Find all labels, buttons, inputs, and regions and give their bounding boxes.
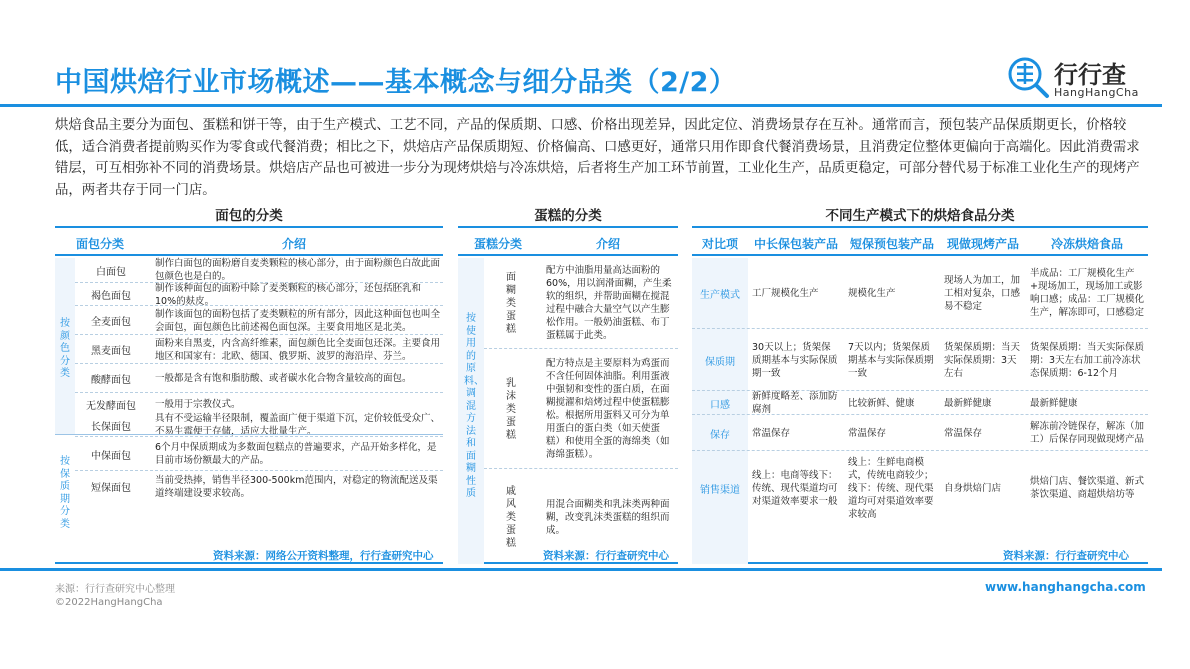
cake-row-desc: 配方中油脂用量高达面粉的60%，用以润滑面糊，产生柔软的组织，并帮助面糊在搅混过程中融合大量空气以产生膨松作用。一般奶油蛋糕、布丁蛋糕属于此类。	[546, 265, 672, 341]
cake-table	[458, 226, 678, 564]
cake-row-name: 面糊类蛋糕	[506, 271, 516, 335]
bread-heading: 面包的分类	[215, 208, 283, 224]
modes-row-cell: 常温保存	[944, 427, 983, 439]
cake-source: 资料来源：行行查研究中心	[543, 550, 669, 562]
modes-row-cell: 半成品：工厂规模化生产+现场加工，现场加工或影响口感；成品：工厂规模化生产，解冻即可，口感稳定	[1030, 268, 1145, 318]
intro-paragraph: 烘焙食品主要分为面包、蛋糕和饼干等，由于生产模式、工艺不同，产品的保质期、口感、价格出现差异，因此定位、消费场景存在互补。通常而言，预包装产品保质期更长，价格较低，适合消费者提前购买作为零食或代餐消费；相比之下，烘焙店产品保质期短、价格偏高、口感更好，通常只用作即食代餐消费场景，且消费定位整体更偏向于高端化。因此消费需求错层，可互相弥补不同的消费场景。烘焙店产品也可被进一步分为现烤烘焙与冷冻烘焙，后者将生产加工环节前置，工业化生产，品质更稳定，可部分替代易于标准工业化生产的现烤产品，两者共存于同一门店。	[55, 118, 1140, 198]
footer-copyright: ©2022HangHangCha	[55, 597, 163, 608]
modes-row-item: 生产模式	[700, 289, 740, 301]
modes-row-cell: 常温保存	[848, 427, 887, 439]
bread-row-desc: 制作白面包的面粉磨自麦类颗粒的核心部分，由于面粉颜色白故此面包颜色也是白的。	[155, 258, 441, 282]
bread-row-desc: 6个月中保质期成为多数面包糕点的普遍要求，产品开始多样化，是目前市场份额最大的产品。	[155, 442, 437, 466]
modes-row-item: 保质期	[705, 356, 735, 368]
logo-name: 行行查	[1054, 61, 1126, 89]
title-divider	[0, 104, 1162, 107]
modes-heading: 不同生产模式下的烘焙食品分类	[825, 208, 1015, 224]
modes-row-cell: 最新鲜健康	[944, 397, 992, 409]
modes-row-cell: 30天以上；货架保质期基本与实际保质期一致	[752, 341, 838, 379]
modes-row-item: 保存	[710, 429, 730, 441]
modes-row	[692, 328, 1148, 390]
modes-row-cell: 自身烘焙门店	[944, 482, 1002, 494]
modes-col-short: 短保预包装产品	[849, 237, 934, 251]
bread-group-color: 按颜色分类	[60, 318, 70, 379]
bread-group-shelf: 按保质期分类	[60, 456, 70, 530]
modes-row-cell: 解冻前冷链保存，解冻（加工）后保存同现做现烤产品	[1030, 421, 1145, 445]
bread-row-name: 中保面包	[91, 450, 131, 462]
modes-row	[692, 450, 1148, 524]
modes-row-cell: 常温保存	[752, 427, 791, 439]
modes-col-long: 中长保包装产品	[753, 237, 838, 251]
modes-col-frozen: 冷冻烘焙食品	[1050, 237, 1123, 251]
modes-table	[692, 226, 1148, 564]
cake-table-header	[458, 228, 678, 256]
bread-row	[75, 392, 443, 414]
bread-row-desc: 一般用于宗教仪式。	[155, 398, 241, 410]
cake-row-desc: 配方特点是主要原料为鸡蛋而不含任何固体油脂。利用蛋液中强韧和变性的蛋白质，在面糊搅濯和焙烤过程中使蛋糕膨松。根据所用蛋料又可分为单用蛋白的蛋白类（如天使蛋糕）和使用全蛋的海绵类（如海绵蛋糕）。	[546, 358, 670, 460]
bread-row-name: 褐色面包	[91, 291, 131, 302]
bread-row	[75, 282, 443, 305]
cake-group: 按使用的原料、调混方法和面糊性质	[464, 313, 484, 499]
magnifier-logo-icon	[1006, 55, 1050, 99]
brand-logo[interactable]	[1006, 53, 1146, 103]
bread-row	[75, 258, 443, 282]
modes-row-cell: 最新鲜健康	[1030, 397, 1078, 409]
modes-row-cell: 线上：电商等线下：传统、现代渠道均可对渠道效率要求一般	[752, 469, 838, 507]
bread-row	[75, 414, 443, 436]
cake-row-name: 乳沫类蛋糕	[506, 377, 516, 441]
bread-source: 资料来源：网络公开资料整理，行行查研究中心	[213, 550, 434, 562]
modes-row-cell: 货架保质期：当天实际保质期：3天左右加工前冷冻状态保质期：6-12个月	[1030, 341, 1145, 379]
bread-row-name: 短保面包	[91, 483, 131, 494]
cake-row	[484, 348, 678, 468]
modes-row-cell: 工厂规模化生产	[752, 287, 819, 299]
modes-row-cell: 线上：生鲜电商模式，传统电商较少；线下：传统、现代渠道均可对渠道效率要求较高	[848, 456, 934, 520]
bread-row-name: 无发酵面包	[86, 400, 136, 412]
footer-url-link[interactable]: www.hanghangcha.com	[985, 580, 1146, 594]
footer-source: 来源：行行查研究中心整理	[55, 584, 175, 595]
cake-row-desc: 用混合面糊类和乳沫类两种面糊，改变乳沫类蛋糕的组织而成。	[546, 498, 670, 536]
modes-col-item: 对比项	[701, 237, 738, 251]
page-title: 中国烘焙行业市场概述——基本概念与细分品类（2/2）	[55, 67, 737, 98]
bread-row-name: 白面包	[96, 266, 126, 278]
bread-row-name: 长保面包	[91, 421, 131, 433]
bread-row	[75, 334, 443, 363]
modes-source: 资料来源：行行查研究中心	[1003, 550, 1129, 562]
modes-row	[692, 414, 1148, 450]
logo-english: HangHangCha	[1054, 86, 1139, 99]
bread-row-desc: 当前受热捧，销售半径300-500km范围内，对稳定的物流配送及渠道终端建设要求较高。	[155, 474, 438, 499]
footer-divider	[0, 568, 1162, 571]
modes-row-cell: 烘焙门店、餐饮渠道、新式茶饮渠道、商超烘焙坊等	[1030, 476, 1145, 500]
bread-row	[75, 470, 443, 501]
modes-row-cell: 规模化生产	[848, 287, 896, 299]
cake-col-intro: 介绍	[595, 237, 620, 251]
bread-row	[75, 436, 443, 470]
modes-col-fresh: 现做现烤产品	[946, 237, 1019, 251]
cake-col-category: 蛋糕分类	[473, 237, 522, 251]
modes-row-cell: 7天以内；货架保质期基本与实际保质期一致	[848, 341, 934, 379]
bread-row-desc: 具有不受运输半径限制，覆盖面广便于渠道下沉，定价较低受众广、不易生霉便于存储，适应大批量生产。	[155, 413, 441, 437]
bread-table	[55, 226, 443, 564]
modes-row-cell: 新鲜度略差、添加防腐剂	[752, 391, 838, 415]
modes-row-cell: 现场人为加工，加工相对复杂，口感易不稳定	[944, 274, 1021, 312]
modes-table-header	[692, 228, 1148, 256]
bread-row-desc: 一般都是含有饱和脂肪酸、或者碳水化合物含量较高的面包。	[155, 373, 412, 384]
modes-row-item: 销售渠道	[700, 484, 740, 496]
bread-row-name: 酸酵面包	[91, 375, 131, 386]
bread-row-desc: 制作该面包的面粉包括了麦类颗粒的所有部分，因此这种面包也叫全会面包，面包颜色比前述褐色面包深。主要食用地区是北美。	[155, 308, 441, 333]
bread-row-name: 全麦面包	[91, 317, 131, 328]
bread-row	[75, 305, 443, 334]
bread-row-desc: 面粉来自黑麦，内含高纤维素，面包颜色比全麦面包还深。主要食用地区和国家有：北欧、德国、俄罗斯、波罗的海沿岸、芬兰。	[155, 337, 441, 362]
bread-row-desc: 制作该种面包的面粉中除了麦类颗粒的核心部分，还包括胚乳和10%的麸皮。	[155, 282, 422, 307]
bread-row	[75, 363, 443, 392]
modes-row	[692, 258, 1148, 328]
cake-heading: 蛋糕的分类	[534, 208, 602, 224]
modes-row-item: 口感	[710, 399, 730, 411]
modes-row-cell: 比较新鲜、健康	[848, 397, 915, 409]
bread-row-name: 黑麦面包	[91, 346, 131, 357]
modes-row	[692, 390, 1148, 414]
bread-col-intro: 介绍	[281, 237, 306, 251]
bread-table-header	[55, 228, 443, 256]
bread-group-separator	[55, 434, 443, 435]
cake-row	[484, 258, 678, 348]
modes-row-cell: 货架保质期：当天实际保质期：3天左右	[944, 341, 1021, 379]
cake-row-name: 戚风类蛋糕	[506, 485, 516, 549]
bread-col-category: 面包分类	[75, 237, 124, 251]
